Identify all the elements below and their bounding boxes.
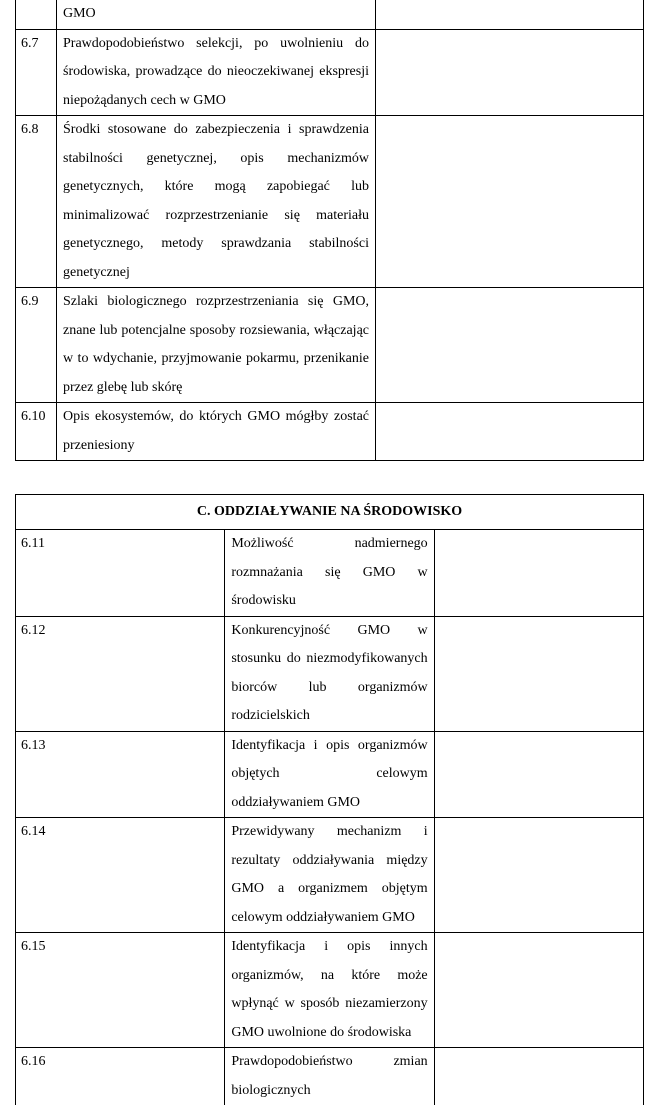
row-description: Prawdopodobieństwo selekcji, po uwolnieniu do środowiska, prowadzące do nieoczekiwanej ekspresji niepożądanych cech w GMO — [57, 29, 376, 116]
row-description: Konkurencyjność GMO w stosunku do niezmodyfikowanych biorców lub organizmów rodzicielskich — [225, 616, 434, 731]
row-answer-cell — [434, 731, 643, 818]
row-description: Opis ekosystemów, do których GMO mógłby zostać przeniesiony — [57, 403, 376, 461]
row-answer-cell — [376, 116, 644, 288]
table-row — [16, 616, 644, 731]
row-number: 6.13 — [16, 731, 225, 818]
assessment-table-environment — [15, 494, 644, 1105]
row-answer-cell — [376, 403, 644, 461]
section-heading: C. ODDZIAŁYWANIE NA ŚRODOWISKO — [16, 495, 644, 530]
section-heading-row — [16, 495, 644, 530]
row-answer-cell — [434, 530, 643, 617]
table-row — [16, 288, 644, 403]
row-number: 6.16 — [16, 1048, 225, 1105]
table-row — [16, 0, 644, 29]
row-answer-cell — [434, 818, 643, 933]
row-number: 6.12 — [16, 616, 225, 731]
row-description: Prawdopodobieństwo zmian biologicznych — [225, 1048, 434, 1105]
table-row — [16, 1048, 644, 1105]
table-row — [16, 29, 644, 116]
row-number: 6.9 — [16, 288, 57, 403]
row-description: Środki stosowane do zabezpieczenia i sprawdzenia stabilności genetycznej, opis mechanizmów genetycznych, które mogą zapobiegać lub minimalizować rozprzestrzenianie się materiału genetycznego, metody sprawdzania stabilności genetycznej — [57, 116, 376, 288]
row-number: 6.11 — [16, 530, 225, 617]
row-answer-cell — [434, 933, 643, 1048]
table-row — [16, 116, 644, 288]
row-number: 6.14 — [16, 818, 225, 933]
row-description: Przewidywany mechanizm i rezultaty oddziaływania między GMO a organizmem objętym celowym oddziaływaniem GMO — [225, 818, 434, 933]
row-answer-cell — [434, 616, 643, 731]
row-number: 6.7 — [16, 29, 57, 116]
row-number — [16, 0, 57, 29]
row-description: Identyfikacja i opis organizmów objętych celowym oddziaływaniem GMO — [225, 731, 434, 818]
table-row — [16, 818, 644, 933]
assessment-table-top — [15, 0, 644, 461]
row-number: 6.10 — [16, 403, 57, 461]
row-number: 6.8 — [16, 116, 57, 288]
table-row — [16, 933, 644, 1048]
table-row — [16, 731, 644, 818]
row-answer-cell — [376, 0, 644, 29]
row-number: 6.15 — [16, 933, 225, 1048]
row-answer-cell — [376, 29, 644, 116]
row-description: GMO — [57, 0, 376, 29]
row-answer-cell — [376, 288, 644, 403]
row-description: Szlaki biologicznego rozprzestrzeniania się GMO, znane lub potencjalne sposoby rozsiewania, włączając w to wdychanie, przyjmowanie pokarmu, przenikanie przez glebę lub skórę — [57, 288, 376, 403]
table-row — [16, 530, 644, 617]
row-description: Możliwość nadmiernego rozmnażania się GMO w środowisku — [225, 530, 434, 617]
row-description: Identyfikacja i opis innych organizmów, na które może wpłynąć w sposób niezamierzony GMO uwolnione do środowiska — [225, 933, 434, 1048]
row-answer-cell — [434, 1048, 643, 1105]
table-row — [16, 403, 644, 461]
